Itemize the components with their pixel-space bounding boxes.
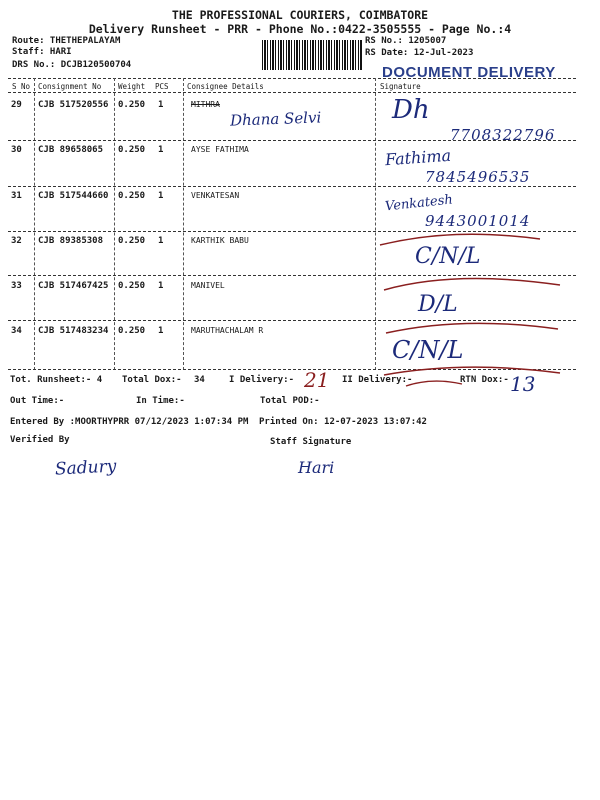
receiver-phone: 9443001014 — [425, 212, 531, 230]
signature-mark: Dh — [392, 95, 430, 125]
row-pcs: 1 — [158, 326, 164, 336]
signature-mark: D/L — [418, 292, 458, 317]
in-time: In Time:- — [136, 396, 185, 406]
row-pcs: 1 — [158, 191, 164, 201]
receiver-phone: 7845496535 — [425, 168, 531, 186]
row-pcs: 1 — [158, 281, 164, 291]
row-consignee: VENKATESAN — [191, 191, 240, 200]
row-consignment: CJB 89658065 — [38, 145, 104, 155]
entered-by: Entered By :MOORTHYPRR 07/12/2023 1:07:34 PM — [10, 417, 249, 427]
signature-mark: C/N/L — [415, 244, 481, 269]
row-weight: 0.250 — [118, 100, 146, 110]
col-consignee: Consignee Details — [187, 82, 264, 91]
row-sno: 33 — [11, 281, 22, 291]
row-pcs: 1 — [158, 145, 164, 155]
rs-date: RS Date: 12-Jul-2023 — [365, 48, 474, 58]
row-consignee: KARTHIK BABU — [191, 236, 249, 245]
row-consignment: CJB 517483234 — [38, 326, 109, 336]
staff-signature-label: Staff Signature — [270, 437, 352, 447]
ii-delivery-label: II Delivery:- — [342, 375, 413, 385]
verified-by-label: Verified By — [10, 435, 70, 445]
total-dox-label: Total Dox:- — [122, 375, 182, 385]
staff-label: Staff: HARI — [12, 47, 72, 57]
printed-on: Printed On: 12-07-2023 13:07:42 — [259, 417, 427, 427]
col-weight: Weight — [118, 82, 146, 91]
row-consignment: CJB 517544660 — [38, 191, 109, 201]
row-consignee: MANIVEL — [191, 281, 225, 290]
drs-number: DRS No.: DCJB120500704 — [12, 60, 132, 70]
row-sno: 29 — [11, 100, 22, 110]
row-weight: 0.250 — [118, 326, 146, 336]
row-consignee: MARUTHACHALAM R — [191, 326, 264, 335]
row-sno: 31 — [11, 191, 22, 201]
runsheet-subtitle: Delivery Runsheet - PRR - Phone No.:0422-3505555 - Page No.:4 — [88, 22, 512, 36]
row-consignment: CJB 89385308 — [38, 236, 104, 246]
header-bottom-line — [8, 92, 576, 93]
staff-signature: Hari — [298, 458, 335, 477]
row-sno: 30 — [11, 145, 22, 155]
company-title: THE PROFESSIONAL COURIERS, COIMBATORE — [171, 8, 429, 22]
row-pcs: 1 — [158, 100, 164, 110]
row-consignee: AYSE FATHIMA — [191, 145, 249, 154]
col-consignment: Consignment No — [38, 82, 102, 91]
row-sno: 34 — [11, 326, 22, 336]
out-time: Out Time:- — [10, 396, 65, 406]
rtn-dox-value: 13 — [510, 372, 536, 396]
row-consignment: CJB 517467425 — [38, 281, 109, 291]
i-delivery-value: 21 — [304, 368, 330, 392]
row-weight: 0.250 — [118, 236, 146, 246]
verifier-signature: Sadury — [54, 456, 117, 480]
red-dash-stroke — [404, 378, 464, 390]
rs-number: RS No.: 1205007 — [365, 36, 447, 46]
col-sep — [34, 78, 35, 370]
route-label: Route: THETHEPALAYAM — [12, 36, 121, 46]
col-sep — [114, 78, 115, 370]
rtn-dox-label: RTN Dox:- — [460, 375, 509, 385]
total-dox-value: 34 — [194, 375, 205, 385]
row-pcs: 1 — [158, 236, 164, 246]
barcode — [262, 40, 362, 70]
row-weight: 0.250 — [118, 191, 146, 201]
col-sep — [183, 78, 184, 370]
header-top-line — [8, 78, 576, 79]
col-sno: S No — [12, 82, 31, 91]
row-divider — [8, 186, 576, 187]
total-pod: Total POD:- — [260, 396, 320, 406]
row-weight: 0.250 — [118, 281, 146, 291]
row-weight: 0.250 — [118, 145, 146, 155]
col-signature: Signature — [380, 82, 421, 91]
row-sno: 32 — [11, 236, 22, 246]
signature-mark: Fathima — [384, 145, 452, 170]
col-pcs: PCS — [155, 82, 169, 91]
receiver-phone: 7708322796 — [450, 126, 556, 144]
document-delivery-stamp: DOCUMENT DELIVERY — [382, 64, 556, 81]
receiver-handwritten-name: Dhana Selvi — [229, 108, 322, 130]
signature-mark: Venkatesh — [384, 192, 454, 215]
signature-mark: C/N/L — [392, 336, 464, 364]
i-delivery-label: I Delivery:- — [229, 375, 295, 385]
total-runsheet: Tot. Runsheet:- 4 — [10, 375, 103, 385]
row-divider — [8, 140, 576, 141]
red-ink-strokes — [370, 225, 580, 385]
row-consignment: CJB 517520556 — [38, 100, 109, 110]
row-consignee: MITHRA — [191, 100, 220, 109]
